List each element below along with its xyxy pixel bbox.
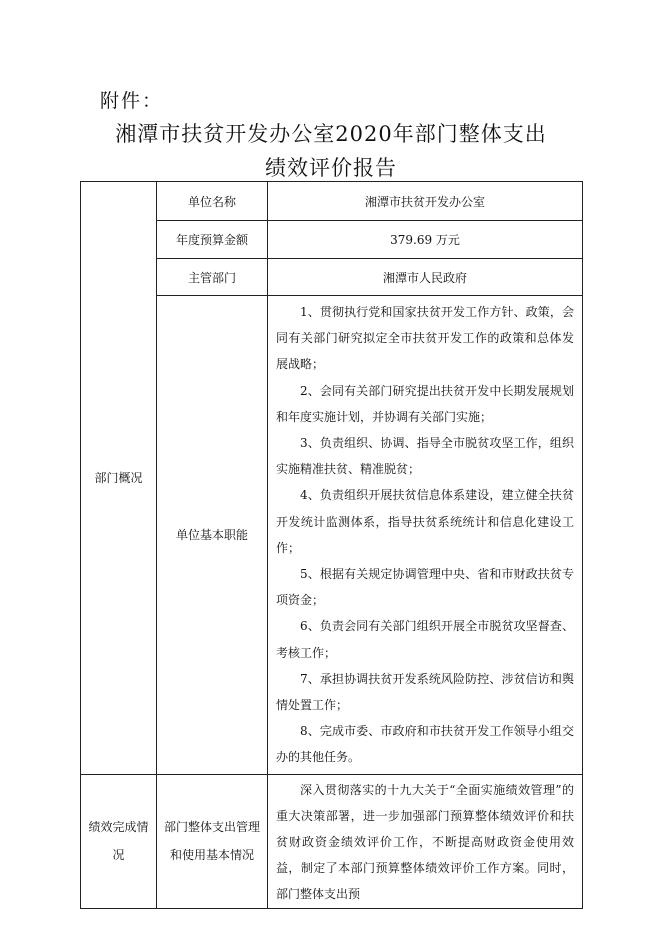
- report-title-line1: 湘潭市扶贫开发办公室2020年部门整体支出: [115, 122, 547, 146]
- section-performance-label: 绩效完成情 况: [81, 774, 157, 908]
- table-row: [81, 221, 583, 259]
- row-value: 湘潭市扶贫开发办公室: [268, 182, 583, 221]
- duty-item: 5、根据有关规定协调管理中央、省和市财政扶贫专项资金；: [276, 567, 574, 608]
- table-row: [81, 774, 583, 908]
- performance-sub-label: 部门整体支出管理 和使用基本情况: [157, 774, 268, 908]
- report-table: [80, 181, 583, 909]
- performance-paragraph: 深入贯彻落实的十九大关于“全面实施绩效管理”的重大决策部署，进一步加强部门预算整体绩效评价和扶贫财政资金绩效评价工作，不断提高财政资金使用效益，制定了本部门预算整体绩效评价工作方案。同时，部门整体支出预: [276, 782, 574, 902]
- duty-item: 7、承担协调扶贫开发系统风险防控、涉贫信访和舆情处置工作；: [276, 671, 574, 713]
- duty-item: 3、负责组织、协调、指导全市脱贫攻坚工作，组织实施精准扶贫、精准脱贫；: [276, 436, 574, 477]
- duty-item: 6、负责会同有关部门组织开展全市脱贫攻坚督查、考核工作；: [276, 619, 574, 660]
- table-row: [81, 182, 583, 221]
- table-row: [81, 296, 583, 775]
- duties-label: 单位基本职能: [157, 296, 268, 775]
- row-value: 湘潭市人民政府: [268, 259, 583, 296]
- duty-item: 1、贯彻执行党和国家扶贫开发工作方针、政策，会同有关部门研究拟定全市扶贫开发工作的政策和总体发展战略；: [276, 305, 574, 372]
- attachment-label: 附件：: [100, 90, 164, 112]
- row-label: 主管部门: [157, 259, 268, 296]
- duty-item: 8、完成市委、市政府和市扶贫开发工作领导小组交办的其他任务。: [276, 724, 574, 765]
- row-label: 单位名称: [157, 182, 268, 221]
- performance-content: [268, 774, 583, 908]
- section-dept-overview-label: 部门概况: [81, 182, 157, 775]
- duties-content: [268, 296, 583, 775]
- row-value: 379.69 万元: [268, 221, 583, 259]
- row-label: 年度预算金额: [157, 221, 268, 259]
- report-title-line2: 绩效评价报告: [265, 156, 397, 180]
- table-row: [81, 259, 583, 296]
- duty-item: 2、会同有关部门研究提出扶贫开发中长期发展规划和年度实施计划，并协调有关部门实施；: [276, 383, 574, 424]
- duty-item: 4、负责组织开展扶贫信息体系建设，建立健全扶贫开发统计监测体系，指导扶贫系统统计和信息化建设工作；: [276, 488, 574, 555]
